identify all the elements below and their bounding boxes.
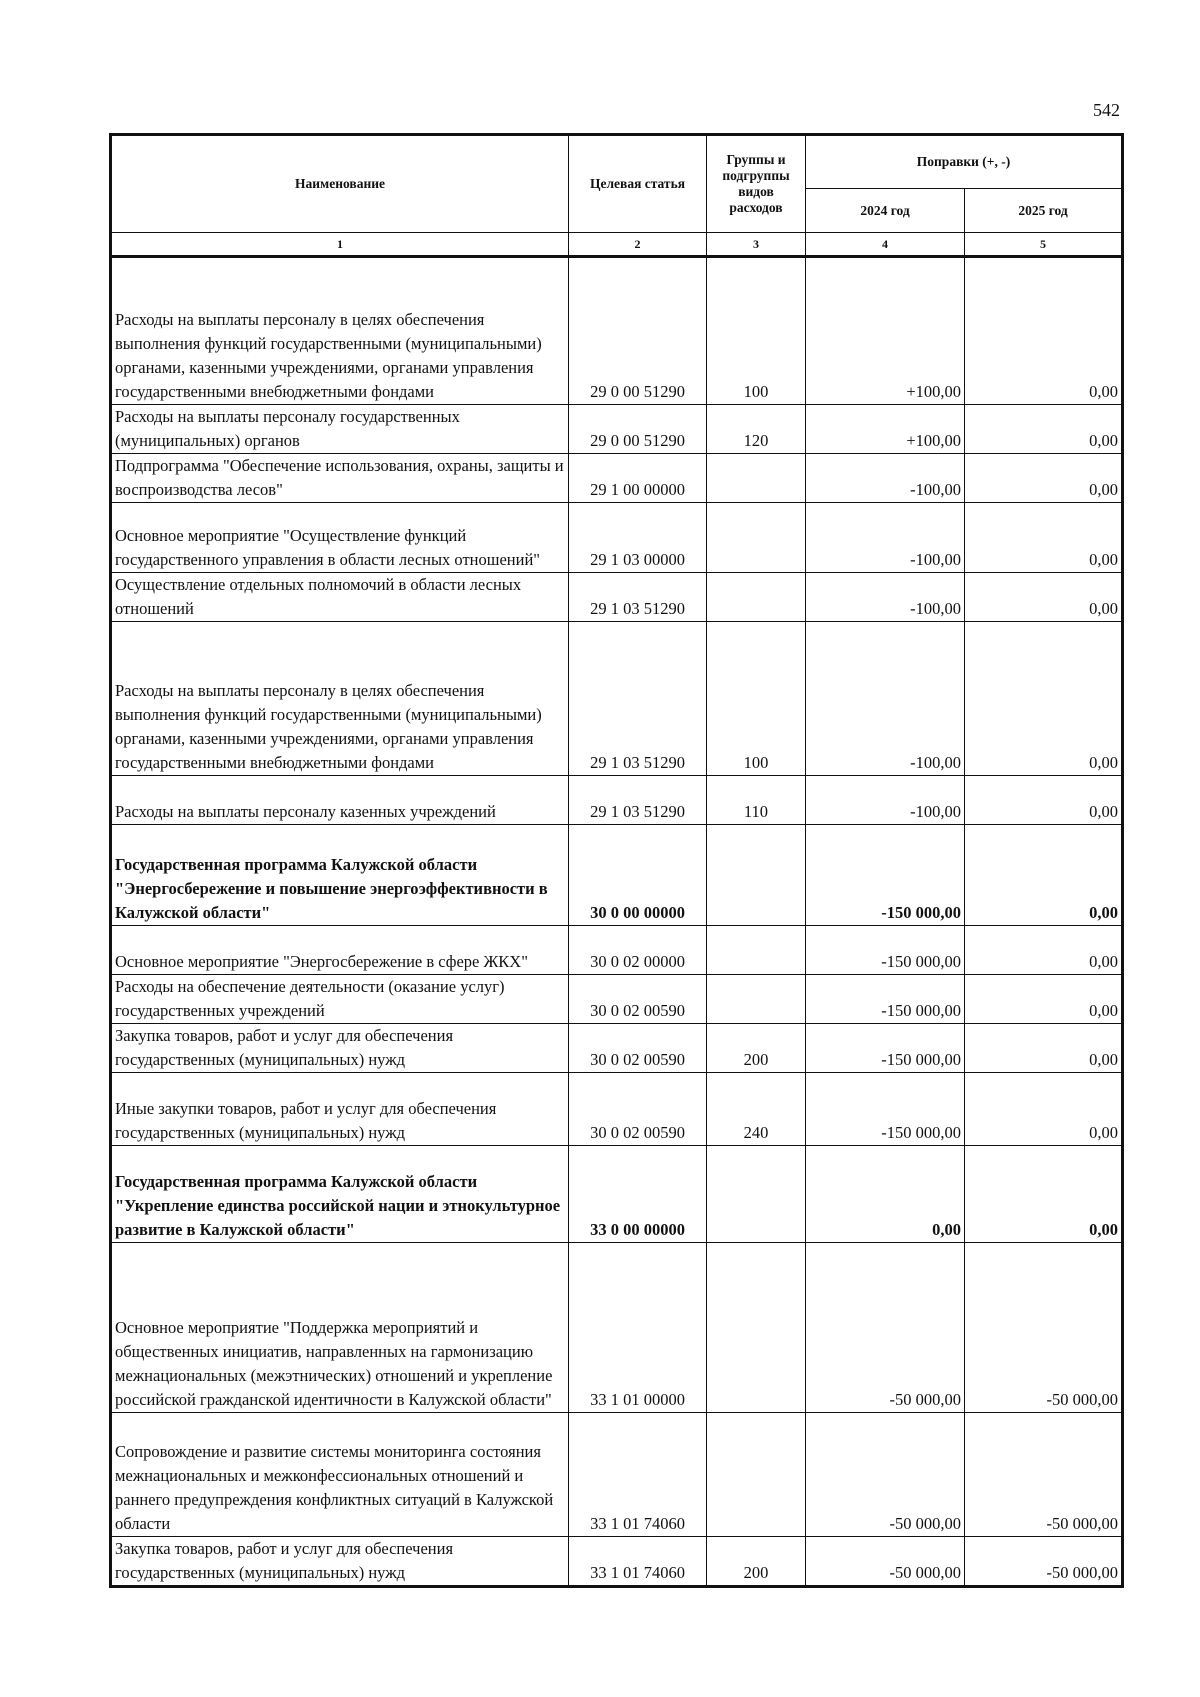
row-name: Расходы на выплаты персоналу государственных (муниципальных) органов	[111, 405, 569, 454]
table-row	[111, 1243, 1123, 1413]
row-amendment-2025: 0,00	[965, 503, 1123, 573]
row-amendment-2025: 0,00	[965, 1024, 1123, 1073]
row-amendment-2024: -50 000,00	[806, 1413, 965, 1537]
column-number: 1	[111, 233, 569, 257]
table-row	[111, 1024, 1123, 1073]
row-amendment-2025: 0,00	[965, 975, 1123, 1024]
row-amendment-2024: +100,00	[806, 257, 965, 405]
row-expense-group	[707, 1413, 806, 1537]
row-expense-group	[707, 825, 806, 926]
row-name: Иные закупки товаров, работ и услуг для обеспечения государственных (муниципальных) нужд	[111, 1073, 569, 1146]
row-name: Государственная программа Калужской области "Энергосбережение и повышение энергоэффективности в Калужской области"	[111, 825, 569, 926]
table-row	[111, 1537, 1123, 1587]
table-row	[111, 1073, 1123, 1146]
table-row	[111, 926, 1123, 975]
page-number: 542	[1093, 100, 1120, 120]
table-row	[111, 257, 1123, 405]
row-target-article: 33 1 01 00000	[569, 1243, 707, 1413]
column-number: 5	[965, 233, 1123, 257]
row-target-article: 29 1 00 00000	[569, 454, 707, 503]
row-name: Расходы на выплаты персоналу в целях обеспечения выполнения функций государственными (муниципальными) органами, казенными учреждениями, органами управления государственными внебюджетными фондами	[111, 622, 569, 776]
row-amendment-2025: -50 000,00	[965, 1413, 1123, 1537]
table-row	[111, 503, 1123, 573]
row-expense-group: 200	[707, 1024, 806, 1073]
row-name: Закупка товаров, работ и услуг для обеспечения государственных (муниципальных) нужд	[111, 1024, 569, 1073]
row-expense-group: 120	[707, 405, 806, 454]
row-name: Подпрограмма "Обеспечение использования, охраны, защиты и воспроизводства лесов"	[111, 454, 569, 503]
table-row	[111, 975, 1123, 1024]
table-body	[111, 257, 1123, 1587]
row-name: Расходы на выплаты персоналу в целях обеспечения выполнения функций государственными (муниципальными) органами, казенными учреждениями, органами управления государственными внебюджетными фондами	[111, 257, 569, 405]
row-target-article: 30 0 00 00000	[569, 825, 707, 926]
row-expense-group	[707, 975, 806, 1024]
row-target-article: 33 1 01 74060	[569, 1537, 707, 1587]
row-expense-group	[707, 1146, 806, 1243]
row-target-article: 29 0 00 51290	[569, 405, 707, 454]
row-target-article: 29 1 03 51290	[569, 776, 707, 825]
row-amendment-2024: 0,00	[806, 1146, 965, 1243]
row-amendment-2025: 0,00	[965, 825, 1123, 926]
row-expense-group: 110	[707, 776, 806, 825]
row-amendment-2024: -150 000,00	[806, 1024, 965, 1073]
row-expense-group	[707, 503, 806, 573]
row-amendment-2025: 0,00	[965, 454, 1123, 503]
table-row	[111, 776, 1123, 825]
row-target-article: 30 0 02 00000	[569, 926, 707, 975]
row-amendment-2025: 0,00	[965, 1073, 1123, 1146]
column-number: 2	[569, 233, 707, 257]
row-amendment-2025: 0,00	[965, 257, 1123, 405]
row-amendment-2024: -150 000,00	[806, 825, 965, 926]
header-amendments: Поправки (+, -)	[806, 135, 1123, 189]
row-name: Сопровождение и развитие системы мониторинга состояния межнациональных и межконфессиональных отношений и раннего предупреждения конфликтных ситуаций в Калужской области	[111, 1413, 569, 1537]
row-name: Осуществление отдельных полномочий в области лесных отношений	[111, 573, 569, 622]
row-name: Государственная программа Калужской области "Укрепление единства российской нации и этнокультурное развитие в Калужской области"	[111, 1146, 569, 1243]
column-number: 4	[806, 233, 965, 257]
row-amendment-2024: +100,00	[806, 405, 965, 454]
table-row	[111, 1413, 1123, 1537]
table-row	[111, 1146, 1123, 1243]
row-expense-group	[707, 1243, 806, 1413]
table-row	[111, 405, 1123, 454]
row-amendment-2024: -50 000,00	[806, 1243, 965, 1413]
row-target-article: 29 1 03 51290	[569, 622, 707, 776]
header-name: Наименование	[111, 135, 569, 233]
row-amendment-2024: -100,00	[806, 776, 965, 825]
row-amendment-2024: -150 000,00	[806, 975, 965, 1024]
row-amendment-2024: -150 000,00	[806, 926, 965, 975]
row-amendment-2024: -100,00	[806, 622, 965, 776]
column-number: 3	[707, 233, 806, 257]
row-expense-group: 100	[707, 257, 806, 405]
row-name: Основное мероприятие "Энергосбережение в сфере ЖКХ"	[111, 926, 569, 975]
table-row	[111, 454, 1123, 503]
table-row	[111, 573, 1123, 622]
row-name: Основное мероприятие "Осуществление функций государственного управления в области лесных отношений"	[111, 503, 569, 573]
row-expense-group	[707, 573, 806, 622]
row-target-article: 30 0 02 00590	[569, 1024, 707, 1073]
row-amendment-2025: 0,00	[965, 405, 1123, 454]
row-name: Закупка товаров, работ и услуг для обеспечения государственных (муниципальных) нужд	[111, 1537, 569, 1587]
row-amendment-2025: 0,00	[965, 1146, 1123, 1243]
budget-amendments-table	[109, 133, 1124, 1588]
row-name: Основное мероприятие "Поддержка мероприятий и общественных инициатив, направленных на гармонизацию межнациональных (межэтнических) отношений и укрепление российской гражданской идентичности в Калужской области"	[111, 1243, 569, 1413]
row-amendment-2025: -50 000,00	[965, 1537, 1123, 1587]
row-amendment-2024: -50 000,00	[806, 1537, 965, 1587]
row-amendment-2025: -50 000,00	[965, 1243, 1123, 1413]
row-expense-group	[707, 454, 806, 503]
row-amendment-2024: -100,00	[806, 503, 965, 573]
header-expense-groups: Группы и подгруппы видов расходов	[707, 135, 806, 233]
table-row	[111, 825, 1123, 926]
row-target-article: 29 1 03 00000	[569, 503, 707, 573]
row-expense-group: 240	[707, 1073, 806, 1146]
row-expense-group	[707, 926, 806, 975]
row-name: Расходы на выплаты персоналу казенных учреждений	[111, 776, 569, 825]
row-amendment-2024: -150 000,00	[806, 1073, 965, 1146]
header-target-article: Целевая статья	[569, 135, 707, 233]
row-target-article: 33 0 00 00000	[569, 1146, 707, 1243]
header-year-2024: 2024 год	[806, 189, 965, 233]
table-row	[111, 622, 1123, 776]
row-expense-group: 200	[707, 1537, 806, 1587]
row-amendment-2025: 0,00	[965, 573, 1123, 622]
row-target-article: 33 1 01 74060	[569, 1413, 707, 1537]
row-target-article: 30 0 02 00590	[569, 1073, 707, 1146]
row-target-article: 29 1 03 51290	[569, 573, 707, 622]
row-name: Расходы на обеспечение деятельности (оказание услуг) государственных учреждений	[111, 975, 569, 1024]
row-amendment-2024: -100,00	[806, 573, 965, 622]
row-target-article: 30 0 02 00590	[569, 975, 707, 1024]
row-amendment-2025: 0,00	[965, 926, 1123, 975]
row-target-article: 29 0 00 51290	[569, 257, 707, 405]
row-amendment-2024: -100,00	[806, 454, 965, 503]
row-amendment-2025: 0,00	[965, 776, 1123, 825]
row-amendment-2025: 0,00	[965, 622, 1123, 776]
row-expense-group: 100	[707, 622, 806, 776]
header-year-2025: 2025 год	[965, 189, 1123, 233]
